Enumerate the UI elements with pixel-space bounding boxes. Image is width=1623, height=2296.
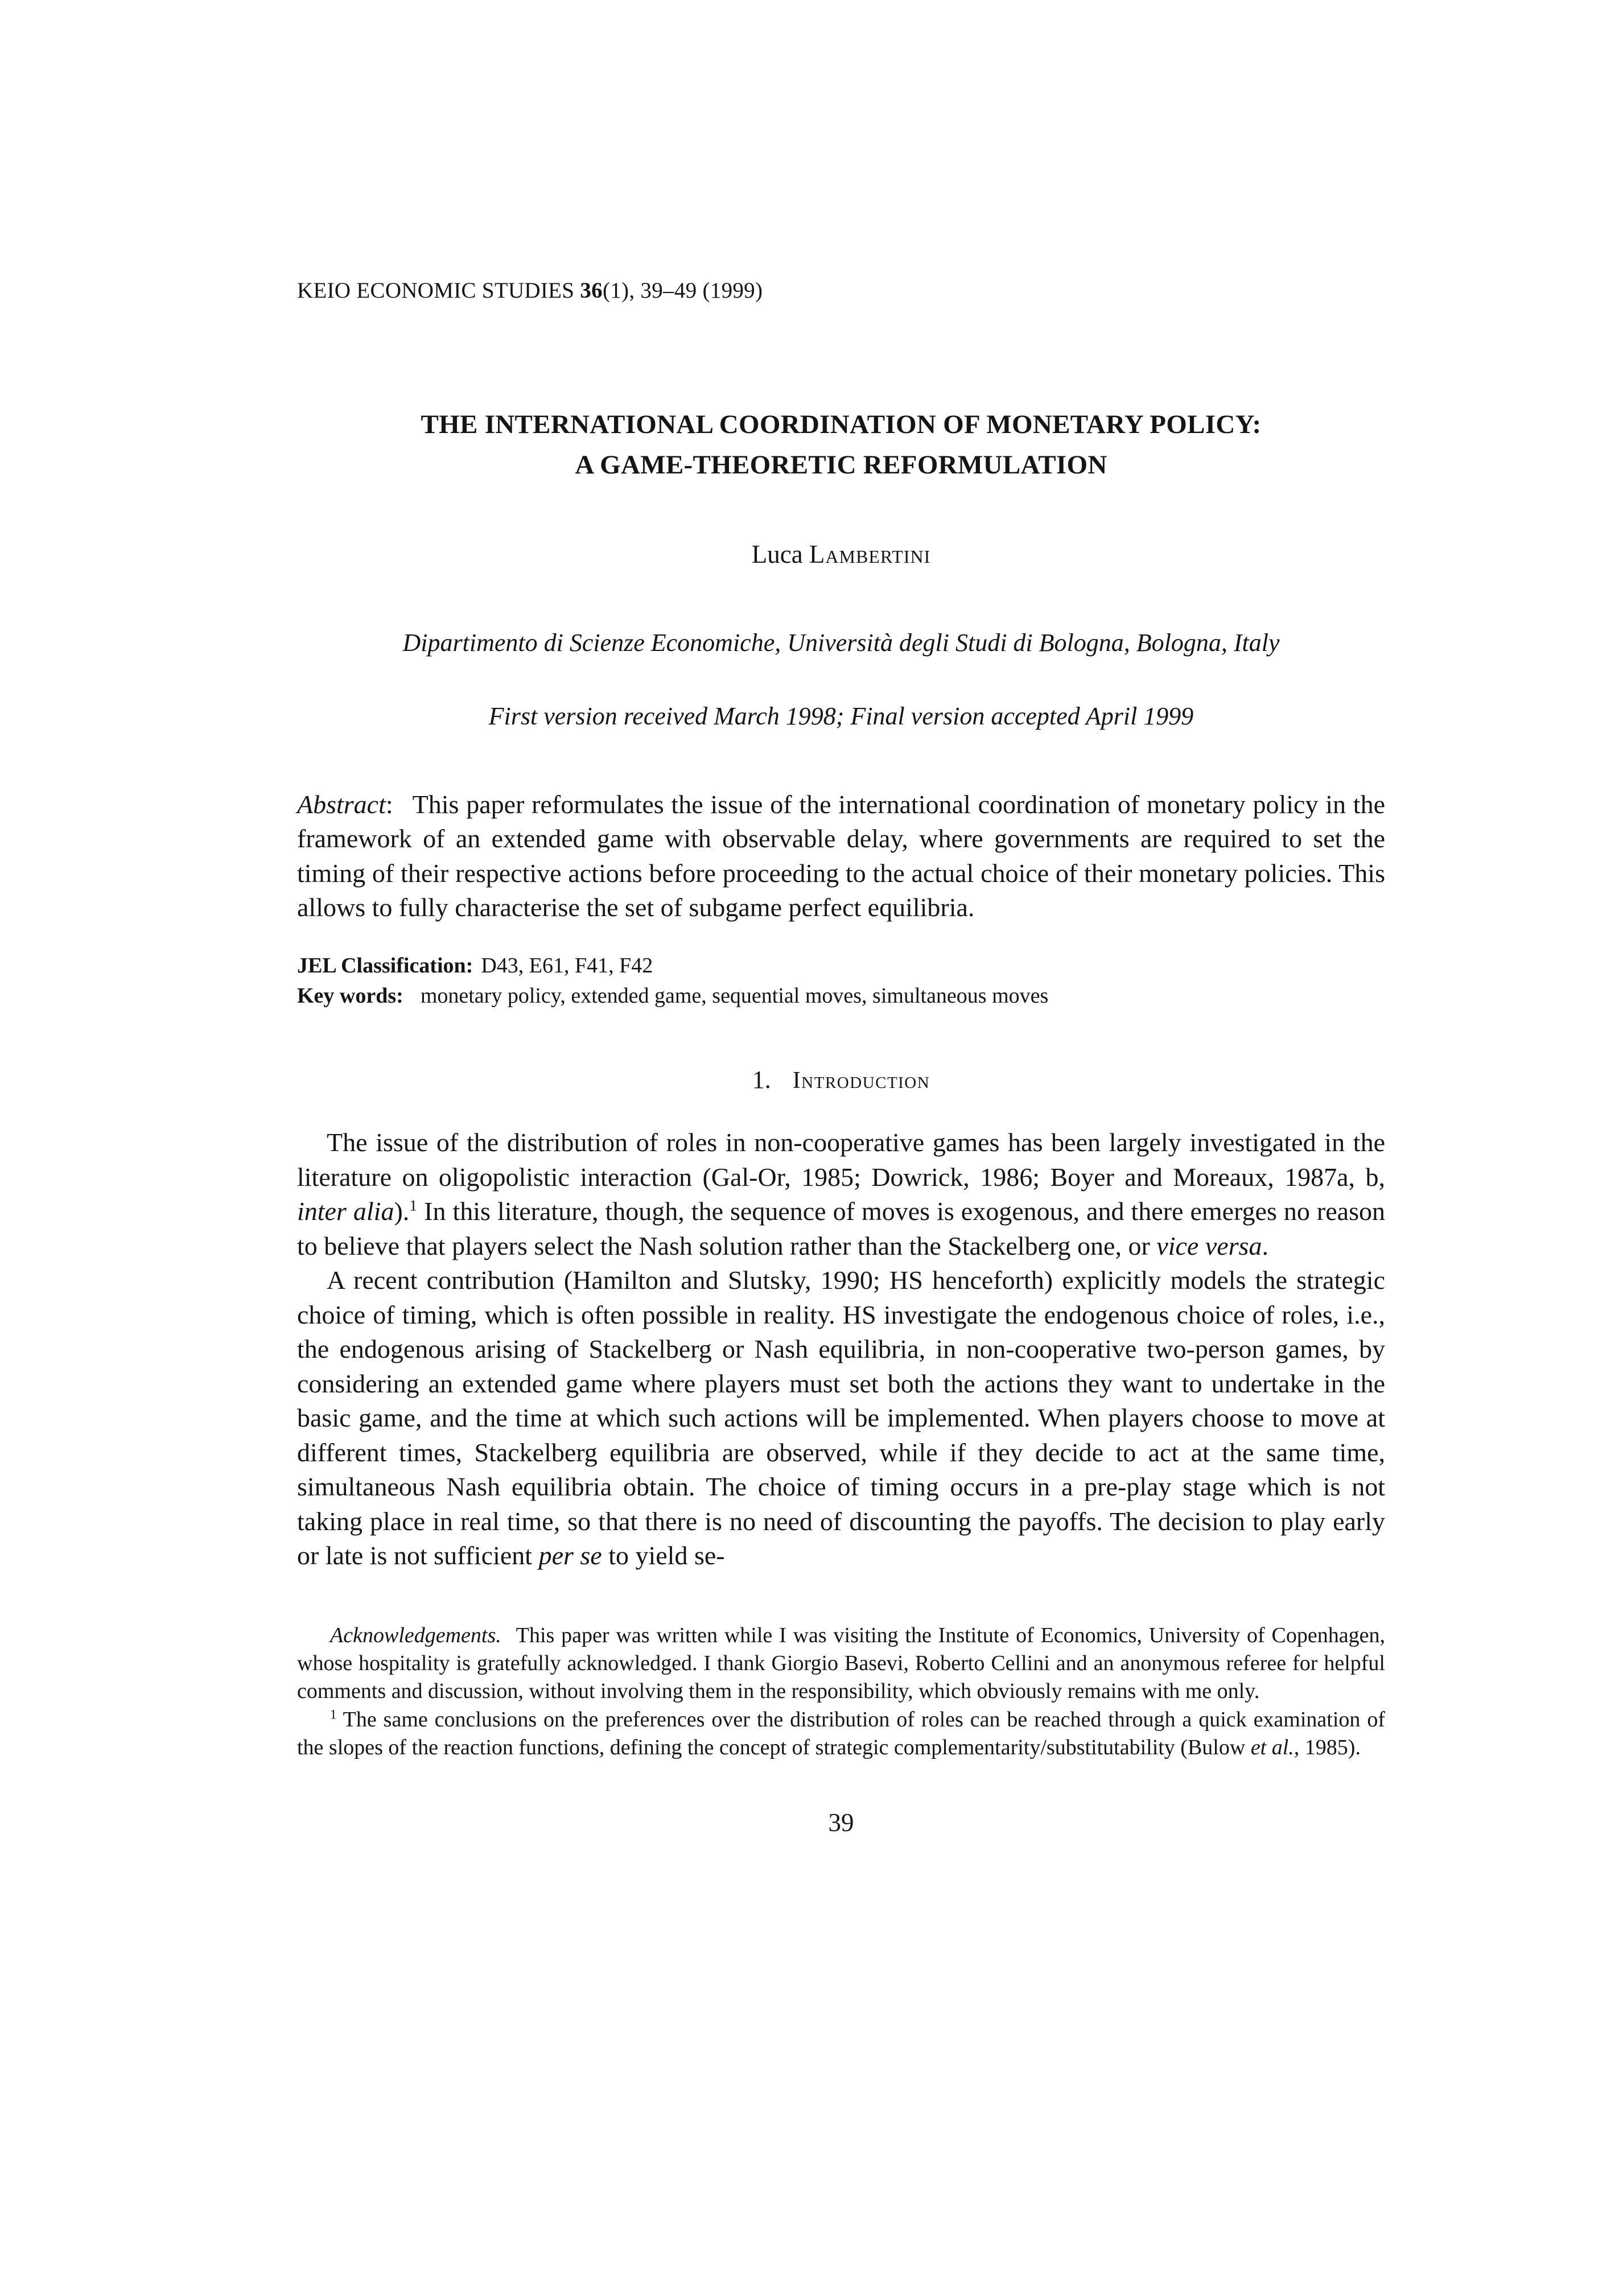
footnotes xyxy=(297,1622,1385,1762)
intro-paragraph-2 xyxy=(297,1263,1385,1573)
footnote-1-text: , 1985). xyxy=(1294,1736,1361,1760)
latin-phrase-vice-versa: vice versa xyxy=(1156,1231,1262,1260)
journal-volume: 36 xyxy=(580,278,603,303)
jel-classification xyxy=(297,951,1385,981)
keywords-label: Key words: xyxy=(297,984,403,1008)
paragraph-text: to yield se- xyxy=(602,1541,725,1570)
footnote-1-marker: 1 xyxy=(330,1707,337,1722)
affiliation: Dipartimento di Scienze Economiche, Università degli Studi di Bologna, Bologna, Italy xyxy=(402,629,1280,657)
acknowledgements-footnote xyxy=(297,1622,1385,1706)
intro-paragraph-1 xyxy=(297,1126,1385,1263)
paragraph-text: A recent contribution (Hamilton and Slutsky, 1990; HS henceforth) explicitly models the strategic choice of timing, which is often possible in reality. HS investigate the endogenous choice of roles, i.e., the endogenous arising of Stackelberg or Nash equilibria, in non-cooperative two-person games, by considering an extended game where players must set both the actions they want to undertake in the basic game, and the time at which such actions will be implemented. When players choose to move at different times, Stackelberg equilibria are observed, while if they decide to act at the same time, simultaneous Nash equilibria obtain. The choice of timing occurs in a pre-play stage which is not taking place in real time, so that there is no need of discounting the payoffs. The decision to play early or late is not sufficient xyxy=(297,1266,1385,1570)
author xyxy=(297,539,1385,569)
abstract xyxy=(297,788,1385,925)
acknowledgements-text: This paper was written while I was visiting the Institute of Economics, University of Copenhagen, whose hospitality is gratefully acknowledged. I thank Giorgio Basevi, Roberto Cellini and an anonymous referee for helpful comments and discussion, without involving them in the responsibility, which obviously remains with me only. xyxy=(297,1623,1385,1704)
abstract-label: Abstract xyxy=(297,790,386,819)
jel-codes: D43, E61, F41, F42 xyxy=(481,954,653,978)
footnote-1 xyxy=(297,1706,1385,1762)
paragraph-text: ). xyxy=(394,1197,410,1226)
page-number: 39 xyxy=(828,1808,854,1837)
section-title: Introduction xyxy=(792,1067,930,1094)
meta-block xyxy=(297,951,1385,1011)
journal-name: KEIO ECONOMIC STUDIES xyxy=(297,278,580,303)
section-heading-introduction xyxy=(297,1065,1385,1094)
paragraph-text: In this literature, though, the sequence of moves is exogenous, and there emerges no reason to believe that players select the Nash solution rather than the Stackelberg one, or xyxy=(297,1197,1385,1260)
paragraph-text: . xyxy=(1262,1231,1268,1260)
abstract-text: This paper reformulates the issue of the international coordination of monetary policy in the framework of an extended game with observable delay, where governments are required to set the timing of their respective actions before proceeding to the actual choice of their monetary policies. This allows to fully characterise the set of subgame perfect equilibria. xyxy=(297,790,1385,922)
paper-title xyxy=(297,405,1385,485)
footnote-reference-1: 1 xyxy=(409,1197,418,1215)
journal-issue-pages: (1), 39–49 (1999) xyxy=(602,278,763,303)
jel-label: JEL Classification: xyxy=(297,954,473,978)
section-number: 1. xyxy=(752,1066,771,1094)
paper-title-line1: THE INTERNATIONAL COORDINATION OF MONETARY POLICY: xyxy=(421,410,1262,439)
latin-phrase-et-al: et al. xyxy=(1250,1736,1294,1760)
paper-title-line2: A GAME-THEORETIC REFORMULATION xyxy=(575,450,1107,480)
latin-phrase-inter-alia: inter alia xyxy=(297,1197,394,1226)
keywords xyxy=(297,981,1385,1011)
paragraph-text: The issue of the distribution of roles in non-cooperative games has been largely investigated in the literature on oligopolistic interaction (Gal-Or, 1985; Dowrick, 1986; Boyer and Moreaux, 1987a, b, xyxy=(297,1128,1385,1192)
acknowledgements-label: Acknowledgements. xyxy=(330,1623,501,1647)
author-first-name: Luca xyxy=(751,540,803,568)
abstract-colon: : xyxy=(385,790,393,819)
keywords-list: monetary policy, extended game, sequential moves, simultaneous moves xyxy=(420,984,1049,1008)
journal-header xyxy=(297,278,1385,303)
latin-phrase-per-se: per se xyxy=(538,1541,602,1570)
version-dates: First version received March 1998; Final version accepted April 1999 xyxy=(488,702,1194,730)
footnote-1-text: The same conclusions on the preferences over the distribution of roles can be reached through a quick examination of the slopes of the reaction functions, defining the concept of strategic complementarity/substitutability (Bulow xyxy=(297,1707,1385,1760)
author-last-name: Lambertini xyxy=(809,540,931,568)
